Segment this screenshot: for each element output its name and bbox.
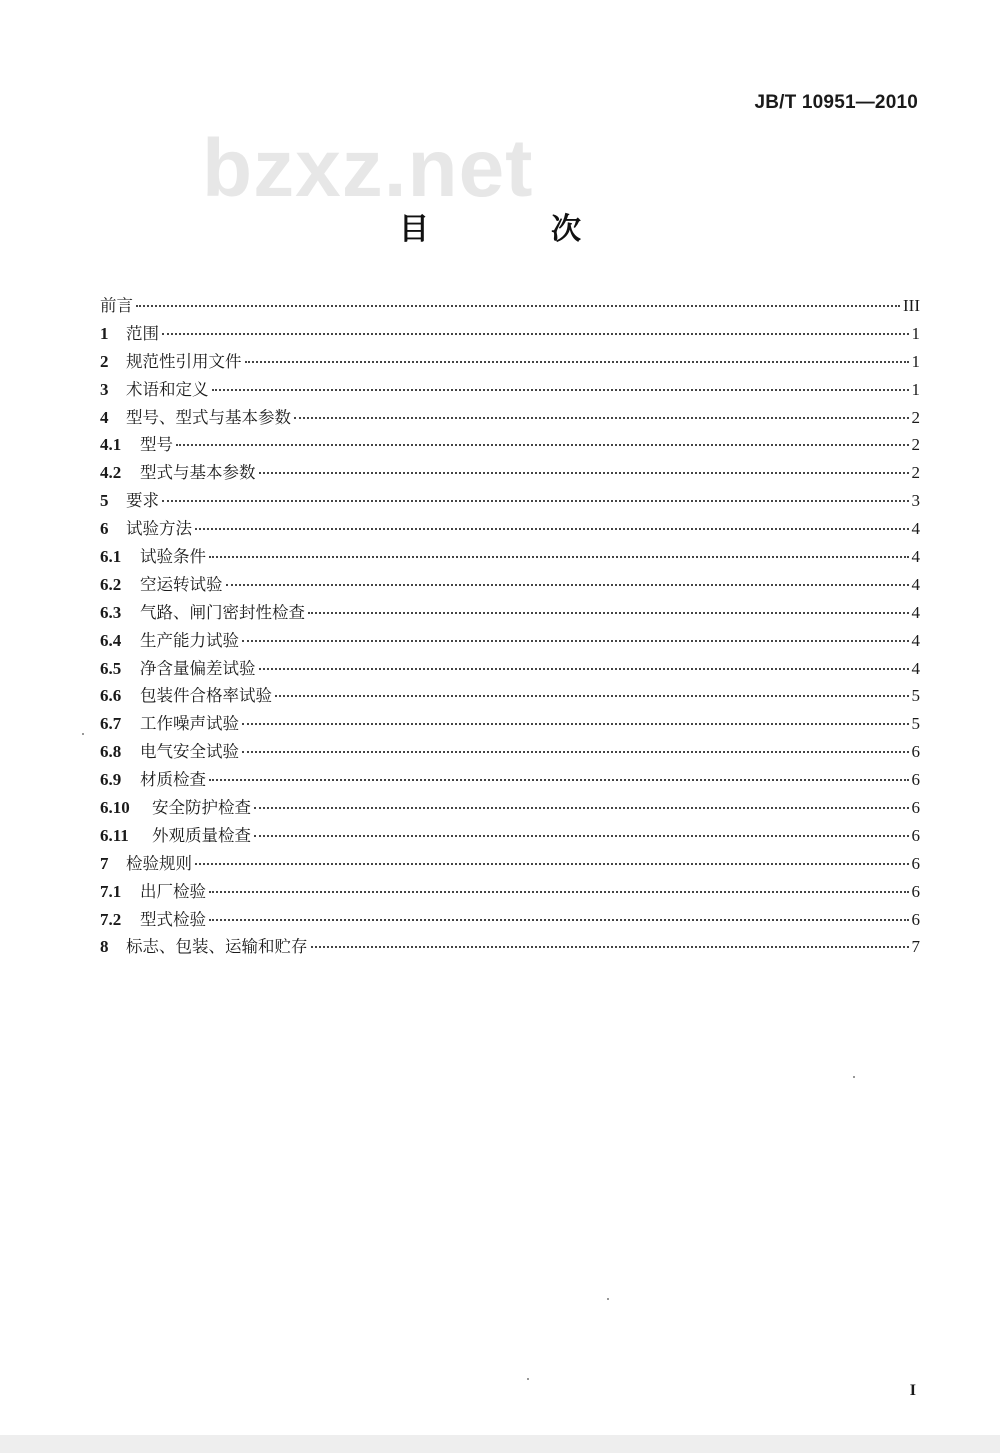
toc-entry[interactable]	[100, 431, 920, 459]
scan-speck	[527, 1378, 529, 1380]
toc-entry-title: 材质检查	[140, 770, 206, 790]
toc-entry[interactable]	[100, 738, 920, 766]
dot-leader	[209, 779, 909, 781]
toc-entry[interactable]	[100, 906, 920, 934]
toc-entry-page: 6	[911, 825, 920, 845]
dot-leader	[308, 612, 909, 614]
toc-entry-number: 5	[100, 491, 109, 511]
table-of-contents	[100, 292, 920, 961]
dot-leader	[294, 417, 909, 419]
toc-entry-page: 5	[911, 686, 920, 706]
toc-entry-page: 6	[911, 853, 920, 873]
toc-entry-number: 6.8	[100, 742, 122, 762]
toc-entry-number: 6.1	[100, 547, 122, 567]
toc-entry-title: 试验方法	[126, 519, 192, 539]
dot-leader	[195, 863, 909, 865]
dot-leader	[226, 584, 909, 586]
toc-entry-number: 4.1	[100, 435, 122, 455]
scan-speck	[607, 1298, 609, 1300]
scan-speck	[82, 733, 84, 735]
toc-entry[interactable]	[100, 459, 920, 487]
toc-entry-number: 6.4	[100, 630, 122, 650]
toc-entry-page: 2	[911, 407, 920, 427]
dot-leader	[242, 751, 909, 753]
toc-entry-number: 8	[100, 937, 109, 957]
toc-entry-page: 6	[911, 798, 920, 818]
toc-entry-page: 2	[911, 435, 920, 455]
toc-entry[interactable]	[100, 933, 920, 961]
toc-entry-page: 6	[911, 742, 920, 762]
scan-bottom-edge	[0, 1435, 1000, 1453]
toc-entry-title: 净含量偏差试验	[140, 658, 256, 678]
toc-entry[interactable]	[100, 655, 920, 683]
toc-entry-title: 工作噪声试验	[140, 714, 239, 734]
dot-leader	[209, 919, 909, 921]
toc-entry-title: 范围	[126, 323, 159, 343]
dot-leader	[254, 807, 909, 809]
toc-entry-title: 型式检验	[140, 909, 206, 929]
dot-leader	[311, 946, 909, 948]
toc-entry-title: 外观质量检查	[152, 825, 251, 845]
toc-entry-number: 2	[100, 351, 109, 371]
toc-entry-number: 7.2	[100, 909, 122, 929]
toc-entry-page: 1	[911, 323, 920, 343]
toc-entry-page: 4	[911, 658, 920, 678]
toc-entry-page: III	[903, 296, 920, 315]
toc-entry-number: 6	[100, 519, 109, 539]
dot-leader	[176, 444, 909, 446]
page-number: I	[909, 1382, 916, 1399]
dot-leader	[259, 472, 909, 474]
toc-entry-title: 电气安全试验	[140, 742, 239, 762]
toc-entry[interactable]	[100, 543, 920, 571]
toc-entry-number: 6.7	[100, 714, 122, 734]
toc-entry[interactable]	[100, 682, 920, 710]
dot-leader	[254, 835, 909, 837]
toc-entry-number: 1	[100, 323, 109, 343]
toc-entry-page: 4	[911, 547, 920, 567]
dot-leader	[162, 500, 909, 502]
dot-leader	[259, 668, 909, 670]
toc-entry-title: 检验规则	[126, 853, 192, 873]
toc-entry-title: 安全防护检查	[152, 798, 251, 818]
toc-entry-number: 6.6	[100, 686, 122, 706]
toc-entry-page: 3	[911, 491, 920, 511]
toc-entry[interactable]	[100, 404, 920, 432]
toc-entry-page: 4	[911, 602, 920, 622]
toc-entry[interactable]	[100, 627, 920, 655]
dot-leader	[136, 305, 900, 307]
toc-entry-title: 要求	[126, 491, 159, 511]
dot-leader	[245, 361, 909, 363]
toc-entry-page: 5	[911, 714, 920, 734]
toc-entry-title: 试验条件	[140, 547, 206, 567]
toc-entry-number: 6.2	[100, 574, 122, 594]
toc-entry-title: 出厂检验	[140, 881, 206, 901]
toc-entry-page: 7	[911, 937, 920, 957]
toc-entry-number: 6.11	[100, 825, 129, 845]
toc-entry[interactable]	[100, 320, 920, 348]
toc-entry-number: 7.1	[100, 881, 122, 901]
toc-entry-title: 包装件合格率试验	[140, 686, 272, 706]
toc-entry-title: 型号、型式与基本参数	[126, 407, 291, 427]
toc-entry-title: 前言	[100, 296, 133, 315]
dot-leader	[162, 333, 909, 335]
standard-code: JB/T 10951—2010	[754, 92, 918, 113]
toc-entry-page: 4	[911, 574, 920, 594]
dot-leader	[209, 556, 909, 558]
toc-entry[interactable]	[100, 822, 920, 850]
toc-entry-number: 6.9	[100, 770, 122, 790]
toc-entry[interactable]	[100, 292, 920, 320]
toc-entry-page: 6	[911, 909, 920, 929]
toc-entry-number: 4	[100, 407, 109, 427]
toc-entry[interactable]	[100, 348, 920, 376]
dot-leader	[242, 723, 909, 725]
toc-entry-page: 4	[911, 519, 920, 539]
toc-entry[interactable]	[100, 571, 920, 599]
toc-entry-number: 6.10	[100, 798, 130, 818]
toc-entry-number: 7	[100, 853, 109, 873]
toc-entry-number: 6.3	[100, 602, 122, 622]
watermark: bzxz.net	[202, 123, 534, 214]
dot-leader	[195, 528, 909, 530]
toc-entry-title: 型号	[140, 435, 173, 455]
toc-entry-title: 生产能力试验	[140, 630, 239, 650]
toc-entry[interactable]	[100, 515, 920, 543]
toc-entry-page: 1	[911, 351, 920, 371]
toc-entry[interactable]	[100, 487, 920, 515]
toc-entry[interactable]	[100, 766, 920, 794]
toc-title: 目 次	[399, 212, 627, 247]
toc-entry-title: 气路、闸门密封性检查	[140, 602, 305, 622]
toc-entry-page: 1	[911, 379, 920, 399]
toc-entry-page: 4	[911, 630, 920, 650]
toc-entry[interactable]	[100, 794, 920, 822]
toc-entry-title: 空运转试验	[140, 574, 223, 594]
toc-entry-number: 4.2	[100, 463, 122, 483]
toc-entry[interactable]	[100, 710, 920, 738]
toc-entry[interactable]	[100, 878, 920, 906]
dot-leader	[275, 695, 909, 697]
toc-entry-page: 6	[911, 881, 920, 901]
toc-entry-title: 术语和定义	[126, 379, 209, 399]
toc-entry-page: 6	[911, 770, 920, 790]
toc-entry-title: 型式与基本参数	[140, 463, 256, 483]
scan-speck	[853, 1076, 855, 1078]
dot-leader	[242, 640, 909, 642]
toc-entry[interactable]	[100, 850, 920, 878]
toc-entry-page: 2	[911, 463, 920, 483]
toc-entry[interactable]	[100, 599, 920, 627]
dot-leader	[212, 389, 909, 391]
toc-entry-title: 规范性引用文件	[126, 351, 242, 371]
toc-entry-title: 标志、包装、运输和贮存	[126, 937, 308, 957]
toc-entry-number: 6.5	[100, 658, 122, 678]
toc-entry-number: 3	[100, 379, 109, 399]
dot-leader	[209, 891, 909, 893]
toc-entry[interactable]	[100, 376, 920, 404]
